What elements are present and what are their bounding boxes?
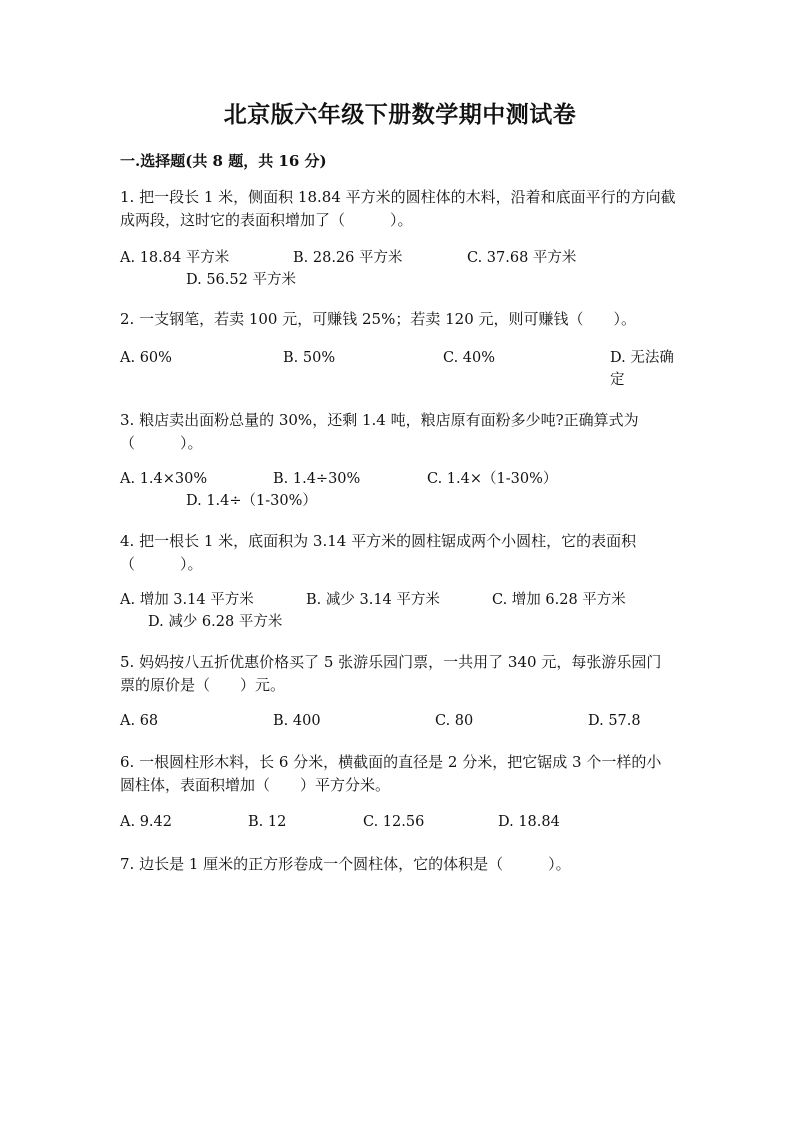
option-a[interactable]: A. 68: [120, 713, 159, 729]
option-c[interactable]: C. 80: [435, 713, 474, 729]
option-c[interactable]: C. 40%: [443, 350, 496, 366]
option-c[interactable]: C. 1.4×（1-30%）: [427, 471, 558, 487]
option-c[interactable]: C. 增加 6.28 平方米: [492, 592, 626, 608]
option-b[interactable]: B. 400: [273, 713, 321, 729]
option-a[interactable]: A. 1.4×30%: [120, 471, 208, 487]
option-a[interactable]: A. 9.42: [120, 814, 172, 830]
question-1-options: [120, 247, 680, 291]
option-b[interactable]: B. 12: [248, 814, 287, 830]
option-b[interactable]: B. 1.4÷30%: [273, 471, 361, 487]
option-b[interactable]: B. 减少 3.14 平方米: [306, 592, 440, 608]
question-6: 6. 一根圆柱形木料，长 6 分米，横截面的直径是 2 分米，把它锯成 3 个一样的小圆柱体，表面积增加（ ）平方分米。: [120, 753, 662, 794]
question-2-options: [120, 347, 680, 391]
question-3: 3. 粮店卖出面粉总量的 30%，还剩 1.4 吨，粮店原有面粉多少吨?正确算式为（ ）。: [120, 411, 639, 452]
section-heading: 一.选择题(共 8 题，共 16 分): [120, 152, 327, 170]
option-d[interactable]: D. 56.52 平方米: [186, 272, 296, 288]
option-d[interactable]: D. 18.84: [498, 814, 560, 830]
option-c[interactable]: C. 37.68 平方米: [467, 250, 577, 266]
question-1: 1. 把一段长 1 米，侧面积 18.84 平方米的圆柱体的木料，沿着和底面平行的方向截成两段，这时它的表面积增加了（ ）。: [120, 188, 676, 229]
option-d[interactable]: D. 无法确定: [610, 350, 674, 388]
question-2: 2. 一支钢笔，若卖 100 元，可赚钱 25%；若卖 120 元，则可赚钱（ ）。: [120, 310, 637, 328]
option-a[interactable]: A. 60%: [120, 350, 172, 366]
question-5-options: [120, 710, 680, 732]
question-5: 5. 妈妈按八五折优惠价格买了 5 张游乐园门票，一共用了 340 元，每张游乐园门票的原价是（ ）元。: [120, 653, 662, 694]
option-d[interactable]: D. 1.4÷（1-30%）: [186, 493, 317, 509]
option-d[interactable]: D. 57.8: [588, 713, 641, 729]
question-3-options: [120, 468, 680, 512]
option-d[interactable]: D. 减少 6.28 平方米: [148, 614, 283, 630]
option-a[interactable]: A. 18.84 平方米: [120, 250, 230, 266]
question-6-options: [120, 811, 680, 833]
question-4: 4. 把一根长 1 米，底面积为 3.14 平方米的圆柱锯成两个小圆柱，它的表面积（ ）。: [120, 532, 637, 573]
question-7: 7. 边长是 1 厘米的正方形卷成一个圆柱体，它的体积是（ ）。: [120, 855, 571, 873]
option-a[interactable]: A. 增加 3.14 平方米: [120, 592, 254, 608]
option-b[interactable]: B. 50%: [283, 350, 336, 366]
option-c[interactable]: C. 12.56: [363, 814, 425, 830]
question-4-options: [120, 589, 680, 633]
option-b[interactable]: B. 28.26 平方米: [293, 250, 403, 266]
page-title: 北京版六年级下册数学期中测试卷: [223, 101, 577, 128]
